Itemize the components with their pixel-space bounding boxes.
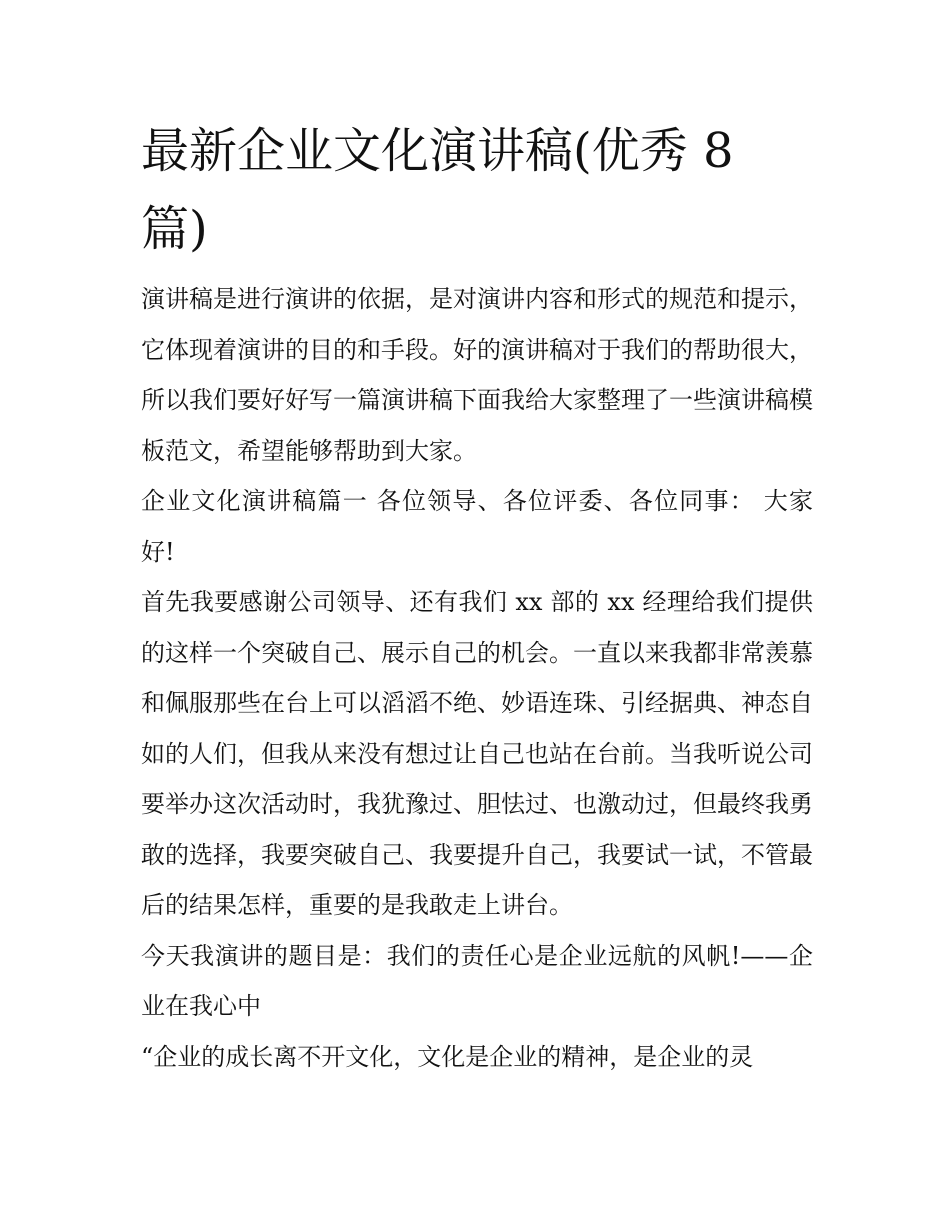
paragraph-greeting: 企业文化演讲稿篇一 各位领导、各位评委、各位同事： 大家好! <box>141 487 813 566</box>
paragraph-quote: “企业的成长离不开文化，文化是企业的精神，是企业的灵 <box>141 1042 754 1071</box>
document-title: 最新企业文化演讲稿(优秀 8 篇) <box>141 123 734 257</box>
document-page <box>141 112 813 1082</box>
paragraph-topic: 今天我演讲的题目是：我们的责任心是企业远航的风帆!——企业在我心中 <box>141 941 813 1020</box>
paragraph-thanks: 首先我要感谢公司领导、还有我们 xx 部的 xx 经理给我们提供的这样一个突破自己、展示自己的机会。一直以来我都非常羡慕和佩服那些在台上可以滔滔不绝、妙语连珠、引经据典、神态自如的人们，但我从来没有想过让自己也站在台前。当我听说公司要举办这次活动时，我犹豫过、胆怯过、也激动过，但最终我勇敢的选择，我要突破自己、我要提升自己，我要试一试，不管最后的结果怎样，重要的是我敢走上讲台。 <box>141 588 813 919</box>
paragraph-intro: 演讲稿是进行演讲的依据，是对演讲内容和形式的规范和提示，它体现着演讲的目的和手段。好的演讲稿对于我们的帮助很大，所以我们要好好写一篇演讲稿下面我给大家整理了一些演讲稿模板范文，希望能够帮助到大家。 <box>141 285 813 465</box>
